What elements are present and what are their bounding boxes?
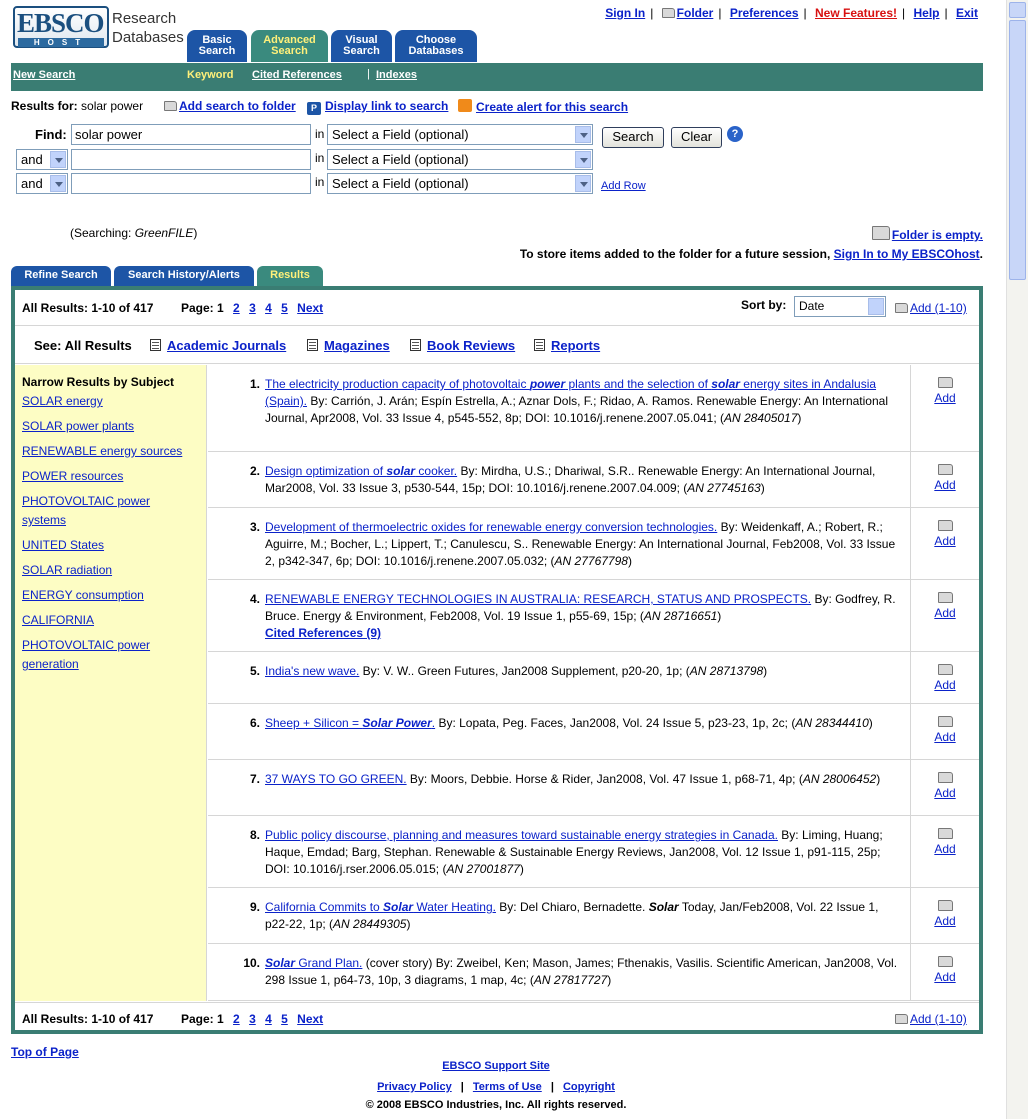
add-to-folder-link[interactable]: Add xyxy=(934,534,956,548)
privacy-policy-link[interactable]: Privacy Policy xyxy=(377,1081,452,1093)
accession-number: AN 28344410 xyxy=(795,716,869,730)
results-count: All Results: 1-10 of 417 xyxy=(22,301,154,315)
result-title-link[interactable]: Solar Grand Plan. xyxy=(265,956,363,970)
tab-visual-search[interactable] xyxy=(331,30,392,62)
persistent-link-icon: P xyxy=(307,102,321,115)
pagination xyxy=(181,1012,323,1026)
result-details-close: ) xyxy=(607,973,612,987)
folder-icon xyxy=(938,377,953,388)
result-citation xyxy=(265,827,901,878)
page-5-link[interactable]: 5 xyxy=(281,301,288,315)
tab-results[interactable]: Results xyxy=(257,266,323,286)
result-details: By: Mirdha, U.S.; Dhariwal, S.R.. Renewable Energy: An International Journal, Mar2008, Vol. 33 Issue 3, p530-544, 15p; DOI: 10.1016/j.renene.2007.04.009; ( xyxy=(265,464,876,495)
chevron-down-icon xyxy=(50,175,66,192)
add-range[interactable] xyxy=(895,1012,967,1026)
field-select-value: Select a Field (optional) xyxy=(332,127,469,142)
terms-of-use-link[interactable]: Terms of Use xyxy=(472,1081,542,1093)
add-to-folder-link[interactable]: Add xyxy=(934,970,956,984)
folder-icon xyxy=(938,664,953,675)
result-citation xyxy=(265,715,901,732)
book-reviews-link[interactable]: Book Reviews xyxy=(427,338,516,353)
subject-link[interactable]: PHOTOVOLTAIC power generation xyxy=(22,638,151,671)
folder-icon xyxy=(938,464,953,475)
result-details: By: Weidenkaff, A.; Robert, R.; Aguirre, M.; Bocher, L.; Lippert, T.; Canulescu, S.. Renewable Energy: An International Journal, Feb2008, Vol. 33 Issue 2, p342-347, 6p; DOI: 10.1016/j.renene.2007.05.032; ( xyxy=(265,520,896,568)
result-number: 3. xyxy=(249,520,260,534)
add-to-folder-link[interactable]: Add xyxy=(934,730,956,744)
page-2-link[interactable]: 2 xyxy=(233,301,240,315)
separator: | xyxy=(944,6,948,20)
result-citation xyxy=(265,519,901,570)
subject-link[interactable]: CALIFORNIA xyxy=(22,613,95,627)
logo-caption-line2: Databases xyxy=(112,29,184,46)
tab-label: Basic xyxy=(202,34,232,46)
magazines-link[interactable]: Magazines xyxy=(324,338,390,353)
copyright-link[interactable]: Copyright xyxy=(562,1081,615,1093)
subject-link[interactable]: POWER resources xyxy=(22,469,124,483)
result-details: By: Moors, Debbie. Horse & Rider, Jan2008, Vol. 47 Issue 1, p68-71, 4p; ( xyxy=(406,772,803,786)
result-item xyxy=(208,580,979,652)
subject-link[interactable]: SOLAR energy xyxy=(22,394,103,408)
tab-label: Search xyxy=(271,45,308,57)
result-number: 2. xyxy=(249,464,260,478)
separator: | xyxy=(902,6,906,20)
add-to-folder-cell xyxy=(910,652,979,703)
field-select-value: Select a Field (optional) xyxy=(332,176,469,191)
folder-icon xyxy=(938,772,953,783)
result-item xyxy=(208,452,979,508)
accession-number: AN 28713798 xyxy=(689,664,764,678)
add-to-folder-link[interactable]: Add xyxy=(934,914,956,928)
copyright-notice: © 2008 EBSCO Industries, Inc. All rights reserved. xyxy=(365,1099,627,1111)
result-details-close: ) xyxy=(763,664,768,678)
accession-number: AN 28006452 xyxy=(802,772,877,786)
tab-choose-databases[interactable] xyxy=(395,30,477,62)
subject-link[interactable]: SOLAR power plants xyxy=(22,419,135,433)
separator: | xyxy=(367,68,370,80)
legal-links xyxy=(0,1081,992,1093)
book-reviews-filter[interactable] xyxy=(410,338,515,353)
store-items-note xyxy=(520,247,983,261)
folder-icon xyxy=(938,716,953,727)
result-citation xyxy=(265,771,901,788)
result-number: 4. xyxy=(249,592,260,606)
search-term-input-2[interactable] xyxy=(71,149,311,170)
add-to-folder-cell xyxy=(910,944,979,1000)
cited-references-link[interactable]: Cited References xyxy=(252,69,342,81)
new-features-link[interactable]: New Features! xyxy=(815,6,898,20)
ebscohost-logo[interactable] xyxy=(13,6,109,48)
result-title-link[interactable]: RENEWABLE ENERGY TECHNOLOGIES IN AUSTRALIA: RESEARCH, STATUS AND PROSPECTS. xyxy=(265,592,812,606)
result-title-link[interactable]: The electricity production capacity of photovoltaic power plants and the selection of solar energy sites in Andalusia (Spain). xyxy=(265,377,877,408)
add-to-folder-link[interactable]: Add xyxy=(934,678,956,692)
logo-caption xyxy=(112,9,184,47)
create-alert[interactable] xyxy=(458,99,628,114)
keyword-mode-label: Keyword xyxy=(187,69,234,81)
field-select-3[interactable] xyxy=(327,173,593,194)
result-title-link[interactable]: 37 WAYS TO GO GREEN. xyxy=(265,772,407,786)
result-number: 5. xyxy=(249,664,260,678)
page-4-link[interactable]: 4 xyxy=(265,301,272,315)
chevron-down-icon xyxy=(868,298,884,315)
boolean-select-3[interactable] xyxy=(16,173,68,194)
result-details: By: Liming, Huang; Haque, Emdad; Barg, Stephan. Renewable & Sustainable Energy Reviews, Jan2008, Vol. 12 Issue 1, p91-115, 25p; DOI: 10.1016/j.rser.2006.05.015; ( xyxy=(265,828,883,876)
folder-empty-link[interactable]: Folder is empty. xyxy=(891,228,983,242)
add-to-folder-link[interactable]: Add xyxy=(934,391,956,405)
result-details: By: Godfrey, R. Bruce. Energy & Environment, Feb2008, Vol. 19 Issue 1, p55-69, 15p; ( xyxy=(265,592,896,623)
report-icon xyxy=(534,339,545,351)
result-details-close: ) xyxy=(760,481,765,495)
searching-suffix: ) xyxy=(193,226,198,240)
result-number: 9. xyxy=(249,900,260,914)
result-details-close: ) xyxy=(868,716,873,730)
search-button[interactable]: Search xyxy=(602,127,664,148)
tab-label: Databases xyxy=(408,45,464,57)
page-3-link[interactable]: 3 xyxy=(249,1012,256,1026)
result-item xyxy=(208,704,979,760)
accession-number: AN 28716651 xyxy=(643,609,718,623)
add-to-folder-link[interactable]: Add xyxy=(934,478,956,492)
indexes-link[interactable]: Indexes xyxy=(376,69,417,81)
source-type-bar xyxy=(15,327,979,364)
next-page-link[interactable]: Next xyxy=(297,1012,324,1026)
see-all-results-label: See: All Results xyxy=(34,338,132,353)
result-title-link[interactable]: India's new wave. xyxy=(265,664,360,678)
logo-caption-line1: Research xyxy=(112,10,177,27)
result-citation xyxy=(265,663,901,680)
result-number: 8. xyxy=(249,828,260,842)
folder-link[interactable]: Folder xyxy=(676,6,714,20)
subject-link[interactable]: RENEWABLE energy sources xyxy=(22,444,183,458)
scrollbar-thumb[interactable] xyxy=(1009,20,1026,280)
result-details-close: ) xyxy=(627,554,632,568)
separator: | xyxy=(718,6,722,20)
folder-icon xyxy=(895,1014,908,1024)
result-item xyxy=(208,816,979,888)
search-term-input-3[interactable] xyxy=(71,173,311,194)
tab-refine-search[interactable]: Refine Search xyxy=(11,266,111,286)
tab-label: Search xyxy=(198,45,236,57)
result-item xyxy=(208,508,979,580)
tab-label: Search xyxy=(343,45,380,57)
new-search-link[interactable]: New Search xyxy=(13,69,76,81)
result-details: By: Del Chiaro, Bernadette. Solar Today, Jan/Feb2008, Vol. 22 Issue 1, p22-22, 1p; ( xyxy=(265,900,879,931)
academic-journals-filter[interactable] xyxy=(150,338,286,353)
chevron-down-icon xyxy=(575,151,591,168)
folder-icon xyxy=(895,303,908,313)
results-panel xyxy=(11,286,983,1034)
accession-number: AN 28449305 xyxy=(333,917,407,931)
add-range[interactable] xyxy=(895,301,967,315)
searching-database xyxy=(70,226,197,240)
separator: | xyxy=(650,6,654,20)
page-label: Page: 1 xyxy=(181,1012,224,1026)
scroll-up-arrow-icon[interactable] xyxy=(1009,2,1026,18)
sort-by-label: Sort by: xyxy=(741,298,787,312)
support-site xyxy=(0,1060,992,1072)
result-title-link[interactable]: Development of thermoelectric oxides for renewable energy conversion technologies. xyxy=(265,520,718,534)
logo-host-bar: HOST xyxy=(18,38,104,47)
result-details-close: ) xyxy=(797,411,802,425)
preferences-link[interactable]: Preferences xyxy=(729,6,799,20)
store-items-text: To store items added to the folder for a future session, xyxy=(519,247,831,261)
store-items-period: . xyxy=(979,247,983,261)
result-item xyxy=(208,760,979,816)
chevron-down-icon xyxy=(575,126,591,143)
accession-number: AN 28405017 xyxy=(724,411,798,425)
result-details: By: V. W.. Green Futures, Jan2008 Supplement, p20-20, 1p; ( xyxy=(359,664,690,678)
page-5-link[interactable]: 5 xyxy=(281,1012,288,1026)
separator: | xyxy=(550,1081,554,1093)
result-details-close: ) xyxy=(717,609,722,623)
sign-in-my-ebscohost-link[interactable]: Sign In to My EBSCOhost xyxy=(833,247,980,261)
reports-link[interactable]: Reports xyxy=(551,338,601,353)
sign-in-link[interactable]: Sign In xyxy=(605,6,646,20)
folder-icon xyxy=(164,101,177,111)
result-details-close: ) xyxy=(406,917,411,931)
sort-by-value: Date xyxy=(799,299,825,313)
cited-references-link[interactable]: Cited References (9) xyxy=(265,626,382,640)
result-title-link[interactable]: Sheep + Silicon = Solar Power. xyxy=(265,716,436,730)
help-icon[interactable]: ? xyxy=(727,126,743,142)
accession-number: AN 27745163 xyxy=(687,481,761,495)
rss-icon xyxy=(458,99,472,112)
sort-by-select[interactable] xyxy=(794,296,886,317)
boolean-value: and xyxy=(21,176,43,191)
page-label: Page: 1 xyxy=(181,301,224,315)
chevron-down-icon xyxy=(50,151,66,168)
pagination xyxy=(181,301,323,315)
tab-advanced-search[interactable] xyxy=(251,30,328,62)
results-footer xyxy=(15,1002,979,1034)
add-to-folder-cell xyxy=(910,704,979,759)
top-of-page-link[interactable]: Top of Page xyxy=(11,1045,79,1059)
result-details: By: Lopata, Peg. Faces, Jan2008, Vol. 24 Issue 5, p23-23, 1p, 2c; ( xyxy=(435,716,796,730)
tab-label: Choose xyxy=(415,34,457,46)
next-page-link[interactable]: Next xyxy=(297,301,324,315)
in-label: in xyxy=(315,127,325,141)
result-item xyxy=(208,944,979,1001)
add-to-folder-cell xyxy=(910,580,979,651)
folder-icon xyxy=(662,8,675,18)
create-alert-link[interactable]: Create alert for this search xyxy=(476,100,629,114)
field-select-1[interactable] xyxy=(327,124,593,145)
results-for-label: Results for: xyxy=(11,99,78,113)
accession-number: AN 27767798 xyxy=(554,554,628,568)
subject-link[interactable]: PHOTOVOLTAIC power systems xyxy=(22,494,151,527)
page-2-link[interactable]: 2 xyxy=(233,1012,240,1026)
result-item xyxy=(208,365,979,452)
tab-label: Visual xyxy=(345,34,378,46)
result-citation xyxy=(265,591,901,642)
add-to-folder-cell xyxy=(910,760,979,815)
results-for-query: solar power xyxy=(81,99,144,113)
folder-icon xyxy=(938,956,953,967)
add-to-folder-cell xyxy=(910,365,979,451)
folder-icon xyxy=(938,520,953,531)
result-citation xyxy=(265,376,901,427)
accession-number: AN 27001877 xyxy=(446,862,520,876)
add-to-folder-link[interactable]: Add xyxy=(934,842,956,856)
add-to-folder-cell xyxy=(910,452,979,507)
add-search-to-folder-link[interactable]: Add search to folder xyxy=(179,99,296,113)
result-item xyxy=(208,652,979,704)
display-link-to-search[interactable] xyxy=(307,99,448,115)
logo-wordmark: EBSCO xyxy=(17,8,104,38)
add-range-link[interactable]: Add (1-10) xyxy=(910,301,967,315)
result-title-link[interactable]: California Commits to Solar Water Heating. xyxy=(265,900,496,914)
subject-link[interactable]: SOLAR radiation xyxy=(22,563,113,577)
add-search-to-folder[interactable] xyxy=(164,99,296,113)
accession-number: AN 27817727 xyxy=(533,973,608,987)
academic-journals-link[interactable]: Academic Journals xyxy=(167,338,287,353)
separator: | xyxy=(460,1081,464,1093)
page-4-link[interactable]: 4 xyxy=(265,1012,272,1026)
separator: | xyxy=(803,6,807,20)
add-to-folder-link[interactable]: Add xyxy=(934,606,956,620)
result-title-link[interactable]: Public policy discourse, planning and measures toward sustainable energy strategies in Canada. xyxy=(265,828,778,842)
add-range-link[interactable]: Add (1-10) xyxy=(910,1012,967,1026)
add-to-folder-cell xyxy=(910,888,979,943)
add-to-folder-cell xyxy=(910,816,979,887)
folder-icon xyxy=(872,226,890,240)
in-label: in xyxy=(315,151,325,165)
result-details-close: ) xyxy=(876,772,881,786)
result-details: By: Carrión, J. Arán; Espín Estrella, A.; Aznar Dols, F.; Ridao, A. Ramos. Renewable Energy: An International Journal, Apr2008, Vol. 33 Issue 4, p545-552, 8p; DOI: 10.1016/j.renene.2007.05.041; ( xyxy=(265,394,888,425)
field-select-2[interactable] xyxy=(327,149,593,170)
results-for xyxy=(11,99,143,113)
display-link-to-search-link[interactable]: Display link to search xyxy=(325,99,449,113)
boolean-value: and xyxy=(21,152,43,167)
result-details: (cover story) By: Zweibel, Ken; Mason, James; Fthenakis, Vasilis. Scientific American, Jan2008, Vol. 298 Issue 1, p64-73, 10p, 3 diagrams, 1 map, 4c; ( xyxy=(265,956,898,987)
searching-db-name: GreenFILE xyxy=(134,226,194,240)
magazine-icon xyxy=(307,339,318,351)
result-number: 6. xyxy=(249,716,260,730)
result-number: 1. xyxy=(249,377,260,391)
exit-link[interactable]: Exit xyxy=(955,6,978,20)
result-item xyxy=(208,888,979,944)
search-term-input-1[interactable]: solar power xyxy=(71,124,311,145)
result-citation xyxy=(265,899,901,933)
subject-link[interactable]: UNITED States xyxy=(22,538,105,552)
magazines-filter[interactable] xyxy=(307,338,390,353)
folder-icon xyxy=(938,900,953,911)
sidebar-title: Narrow Results by Subject xyxy=(22,375,175,389)
help-link[interactable]: Help xyxy=(913,6,940,20)
add-row-link[interactable]: Add Row xyxy=(601,180,646,192)
folder-icon xyxy=(938,828,953,839)
tab-search-history-alerts[interactable]: Search History/Alerts xyxy=(114,266,254,286)
field-select-value: Select a Field (optional) xyxy=(332,152,469,167)
reports-filter[interactable] xyxy=(534,338,600,353)
result-number: 10. xyxy=(243,956,260,970)
tab-basic-search[interactable] xyxy=(187,30,247,62)
folder-status[interactable] xyxy=(872,226,983,242)
narrow-by-subject-sidebar xyxy=(15,365,207,1001)
add-to-folder-cell xyxy=(910,508,979,579)
result-title-link[interactable]: Design optimization of solar cooker. xyxy=(265,464,458,478)
top-links xyxy=(605,6,978,20)
chevron-down-icon xyxy=(575,175,591,192)
result-details-close: ) xyxy=(519,862,524,876)
results-header xyxy=(15,290,979,326)
sub-navigation-bar xyxy=(11,63,983,91)
result-number: 7. xyxy=(249,772,260,786)
book-icon xyxy=(410,339,421,351)
subject-link[interactable]: ENERGY consumption xyxy=(22,588,144,602)
page-3-link[interactable]: 3 xyxy=(249,301,256,315)
folder-icon xyxy=(938,592,953,603)
tab-label: Advanced xyxy=(263,34,316,46)
find-label: Find: xyxy=(35,127,67,142)
result-citation xyxy=(265,955,901,989)
in-label: in xyxy=(315,175,325,189)
clear-button[interactable]: Clear xyxy=(671,127,722,148)
journal-icon xyxy=(150,339,161,351)
add-to-folder-link[interactable]: Add xyxy=(934,786,956,800)
searching-prefix: (Searching: xyxy=(70,226,135,240)
results-count: All Results: 1-10 of 417 xyxy=(22,1012,154,1026)
vertical-scrollbar[interactable] xyxy=(1006,0,1028,1119)
boolean-select-2[interactable] xyxy=(16,149,68,170)
support-site-link[interactable]: EBSCO Support Site xyxy=(442,1060,550,1072)
result-citation xyxy=(265,463,901,497)
